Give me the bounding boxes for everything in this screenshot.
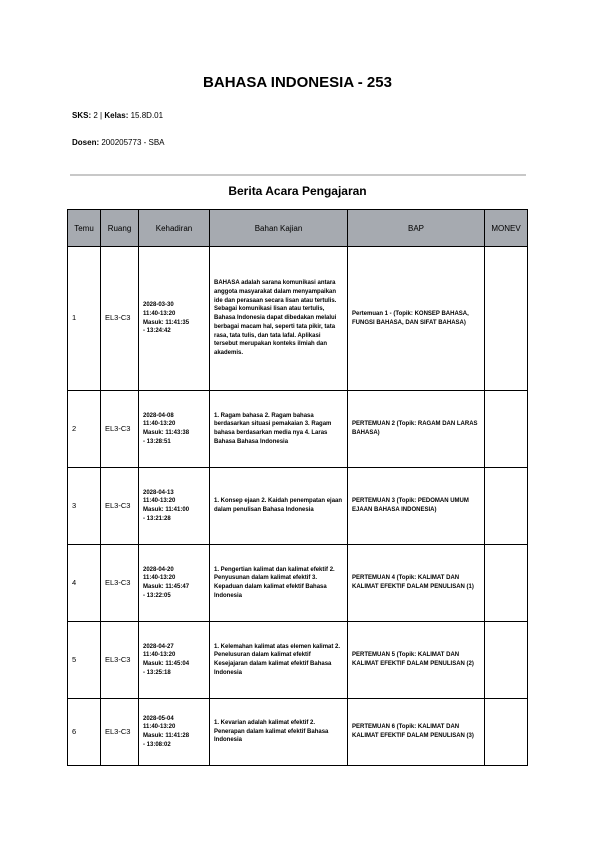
cell-ruang: EL3-C3 — [101, 247, 139, 391]
kehadiran-masuk: Masuk: 11:41:00 — [143, 507, 190, 513]
divider — [70, 174, 526, 176]
cell-bap: Pertemuan 1 - (Topik: KONSEP BAHASA, FUNGSI BAHASA, DAN SIFAT BAHASA) — [348, 247, 485, 391]
kehadiran-keluar: - 13:21:28 — [143, 515, 171, 522]
kehadiran-keluar: - 13:25:18 — [143, 669, 171, 676]
cell-bahan-kajian: 1. Kelemahan kalimat atas elemen kalimat 2. Penelusuran dalam kalimat efektif Kesejajaran dalam kalimat efektif Bahasa Indonesia — [210, 622, 348, 699]
dosen-line — [72, 138, 165, 147]
table-row — [68, 699, 528, 766]
kehadiran-keluar: - 13:24:42 — [143, 328, 171, 335]
kehadiran-time: 11:40-13:20 — [143, 421, 176, 428]
cell-kehadiran — [139, 545, 210, 622]
cell-bahan-kajian: 1. Kevarian adalah kalimat efektif 2. Penerapan dalam kalimat efektif Bahasa Indonesia — [210, 699, 348, 766]
kehadiran-date: 2028-03-30 — [143, 302, 174, 309]
kehadiran-time: 11:40-13:20 — [143, 498, 176, 505]
table-header-row — [68, 210, 528, 247]
kehadiran-date: 2028-04-08 — [143, 412, 174, 419]
kehadiran-keluar: - 13:22:05 — [143, 592, 171, 599]
cell-bahan-kajian: BAHASA adalah sarana komunikasi antara anggota masyarakat dalam menyampaikan ide dan perasaan secara lisan atau tertulis. Sebagai komunikasi lisan atau tertulis, Bahasa Indonesia dapat dibedakan melalui berbagai macam hal, seperti tata pikir, tata rasa, tata tulis, dan tata lafal. Aplikasi tersebut merupakan konteks ilmiah dan akademis. — [210, 247, 348, 391]
kehadiran-masuk: Masuk: 11:41:28 — [143, 733, 190, 739]
page-title: BAHASA INDONESIA - 253 — [203, 74, 392, 91]
cell-monev — [485, 699, 528, 766]
kehadiran-date: 2028-05-04 — [143, 715, 174, 722]
table-row — [68, 622, 528, 699]
cell-monev — [485, 545, 528, 622]
cell-temu: 4 — [68, 545, 101, 622]
cell-ruang: EL3-C3 — [101, 391, 139, 468]
sks-value: 2 — [93, 111, 98, 120]
section-title: Berita Acara Pengajaran — [228, 184, 367, 198]
cell-kehadiran — [139, 247, 210, 391]
cell-monev — [485, 247, 528, 391]
kehadiran-masuk: Masuk: 11:45:47 — [143, 584, 190, 590]
table-row — [68, 545, 528, 622]
kelas-label: Kelas: — [104, 111, 129, 120]
cell-ruang: EL3-C3 — [101, 545, 139, 622]
sks-kelas-line — [72, 111, 163, 120]
kehadiran-masuk: Masuk: 11:41:35 — [143, 319, 190, 326]
dosen-value: 200205773 - SBA — [101, 138, 165, 147]
col-header-temu: Temu — [68, 210, 101, 247]
cell-temu: 3 — [68, 468, 101, 545]
cell-temu: 1 — [68, 247, 101, 391]
kehadiran-keluar: - 13:28:51 — [143, 438, 171, 445]
kehadiran-date: 2028-04-20 — [143, 566, 174, 573]
kehadiran-time: 11:40-13:20 — [143, 724, 176, 731]
cell-temu: 2 — [68, 391, 101, 468]
cell-temu: 6 — [68, 699, 101, 766]
cell-temu: 5 — [68, 622, 101, 699]
kehadiran-time: 11:40-13:20 — [143, 575, 176, 582]
kelas-value: 15.8D.01 — [130, 111, 164, 120]
cell-bahan-kajian: 1. Konsep ejaan 2. Kaidah penempatan ejaan dalam penulisan Bahasa Indonesia — [210, 468, 348, 545]
cell-bap: PERTEMUAN 5 (Topik: KALIMAT DAN KALIMAT EFEKTIF DALAM PENULISAN (2) — [348, 622, 485, 699]
kehadiran-time: 11:40-13:20 — [143, 652, 176, 659]
col-header-ruang: Ruang — [101, 210, 139, 247]
dosen-label: Dosen: — [72, 138, 100, 147]
kehadiran-masuk: Masuk: 11:43:38 — [143, 430, 190, 436]
cell-bap: PERTEMUAN 3 (Topik: PEDOMAN UMUM EJAAN BAHASA INDONESIA) — [348, 468, 485, 545]
col-header-bap: BAP — [348, 210, 485, 247]
kehadiran-time: 11:40-13:20 — [143, 310, 176, 317]
cell-monev — [485, 622, 528, 699]
cell-kehadiran — [139, 622, 210, 699]
kehadiran-date: 2028-04-27 — [143, 643, 174, 650]
cell-bap: PERTEMUAN 4 (Topik: KALIMAT DAN KALIMAT EFEKTIF DALAM PENULISAN (1) — [348, 545, 485, 622]
cell-kehadiran — [139, 699, 210, 766]
sks-label: SKS: — [72, 111, 92, 120]
kehadiran-date: 2028-04-13 — [143, 489, 174, 496]
cell-bap: PERTEMUAN 2 (Topik: RAGAM DAN LARAS BAHASA) — [348, 391, 485, 468]
bap-table — [67, 209, 528, 766]
col-header-bahan-kajian: Bahan Kajian — [210, 210, 348, 247]
cell-ruang: EL3-C3 — [101, 468, 139, 545]
cell-kehadiran — [139, 468, 210, 545]
cell-kehadiran — [139, 391, 210, 468]
col-header-kehadiran: Kehadiran — [139, 210, 210, 247]
table-row — [68, 391, 528, 468]
table-row — [68, 247, 528, 391]
separator: | — [100, 111, 103, 120]
kehadiran-keluar: - 13:08:02 — [143, 741, 171, 748]
cell-monev — [485, 468, 528, 545]
cell-bap: PERTEMUAN 6 (Topik: KALIMAT DAN KALIMAT EFEKTIF DALAM PENULISAN (3) — [348, 699, 485, 766]
cell-bahan-kajian: 1. Pengertian kalimat dan kalimat efektif 2. Penyusunan dalam kalimat efektif 3. Kepaduan dalam kalimat efektif Bahasa Indonesia — [210, 545, 348, 622]
col-header-monev: MONEV — [485, 210, 528, 247]
cell-ruang: EL3-C3 — [101, 622, 139, 699]
table-row — [68, 468, 528, 545]
cell-bahan-kajian: 1. Ragam bahasa 2. Ragam bahasa berdasarkan situasi pemakaian 3. Ragam bahasa berdasarkan media nya 4. Laras Bahasa Bahasa Indonesia — [210, 391, 348, 468]
cell-ruang: EL3-C3 — [101, 699, 139, 766]
cell-monev — [485, 391, 528, 468]
kehadiran-masuk: Masuk: 11:45:04 — [143, 661, 190, 667]
